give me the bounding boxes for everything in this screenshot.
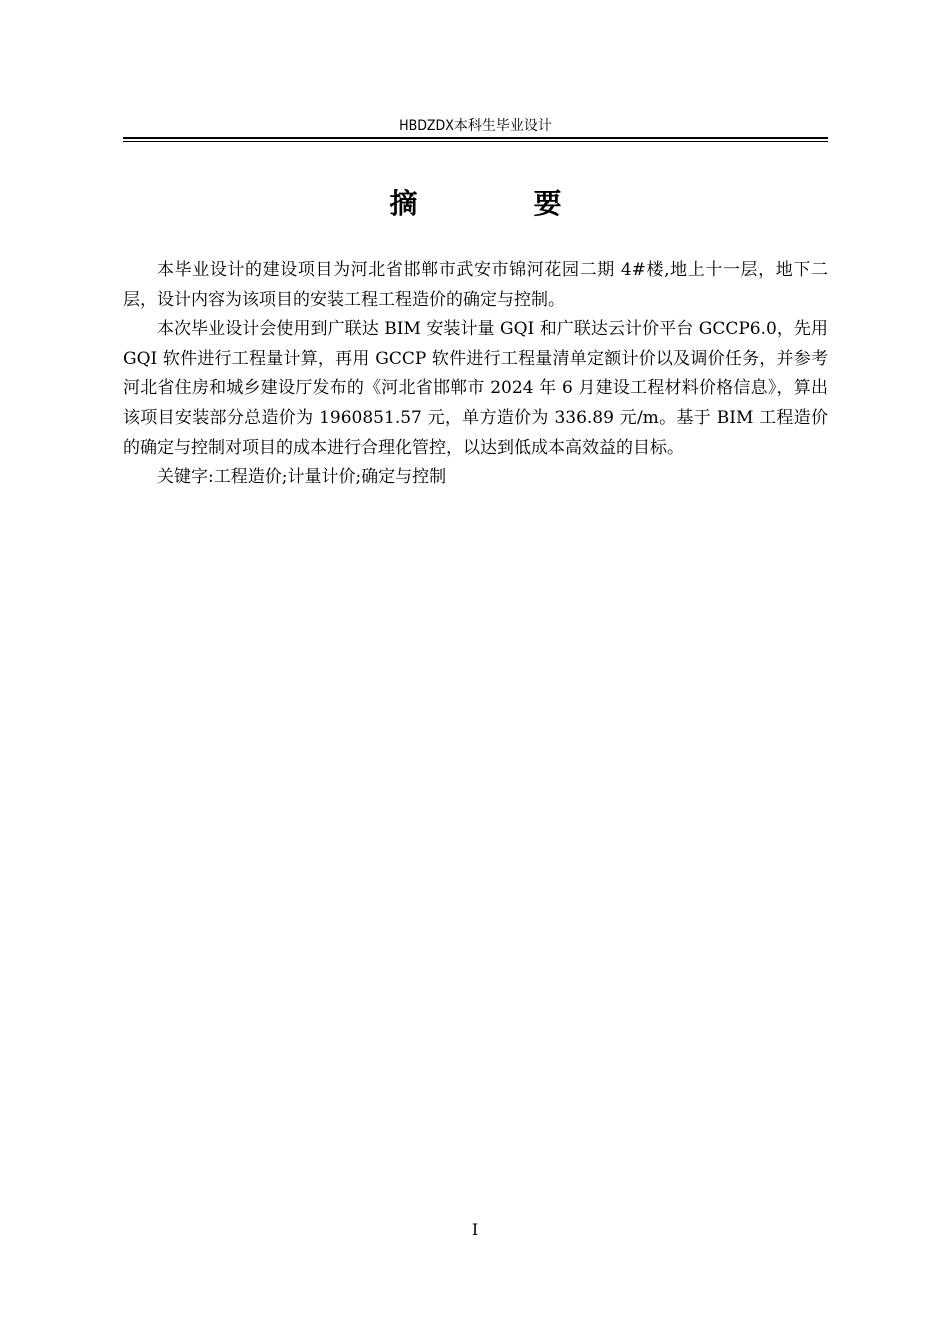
abstract-title: 摘 要 — [389, 187, 606, 220]
abstract-paragraph-method: 本次毕业设计会使用到广联达 BIM 安装计量 GQI 和广联达云计价平台 GCCP6.0，先用 GQI 软件进行工程量计算，再用 GCCP 软件进行工程量清单定额计价以及调价任务，并参考河北省住房和城乡建设厅发布的《河北省邯郸市 2024 年 6 月建设工程材料价格信息》，算出该项目安装部分总造价为 1960851.57 元，单方造价为 336.89 元/m。基于 BIM 工程造价的确定与控制对项目的成本进行合理化管控，以达到低成本高效益的目标。 — [123, 319, 828, 458]
running-header: HBDZDX本科生毕业设计 — [399, 118, 552, 134]
abstract-keywords: 关键字:工程造价;计量计价;确定与控制 — [157, 467, 447, 488]
abstract-body — [123, 256, 828, 493]
abstract-paragraph-project: 本毕业设计的建设项目为河北省邯郸市武安市锦河花园二期 4#楼,地上十一层，地下二层，设计内容为该项目的安装工程工程造价的确定与控制。 — [123, 260, 828, 310]
header-rule-thick — [123, 137, 828, 139]
page-number: I — [471, 1220, 479, 1239]
header-rule-thin — [123, 141, 828, 142]
